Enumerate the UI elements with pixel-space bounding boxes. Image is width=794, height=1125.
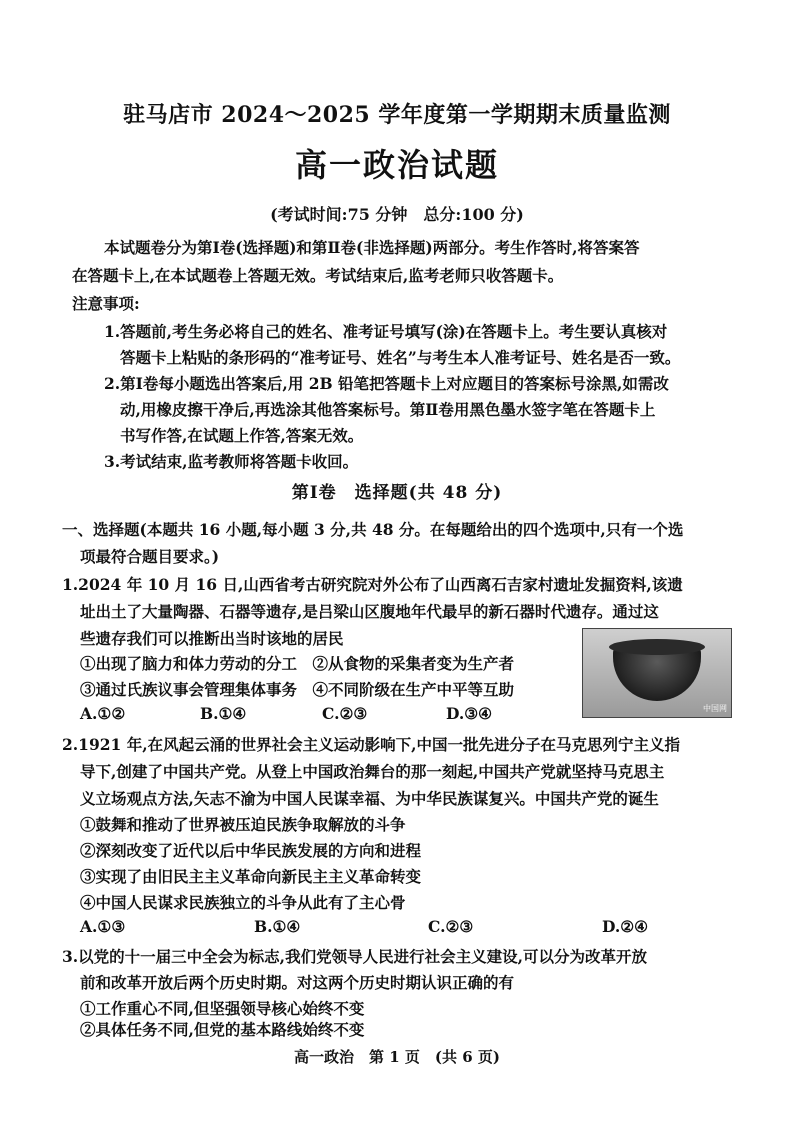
q3-stem-line: 前和改革开放后两个历史时期。对这两个历史时期认识正确的有	[80, 973, 515, 992]
note-line: 1.答题前,考生务必将自己的姓名、准考证号填写(涂)在答题卡上。考生要认真核对	[104, 322, 668, 341]
q3-item-line: ②具体任务不同,但党的基本路线始终不变	[80, 1020, 365, 1039]
q1-option-d: D.③④	[446, 704, 493, 723]
intro-line: 在答题卡上,在本试题卷上答题无效。考试结束后,监考老师只收答题卡。	[72, 266, 564, 285]
q2-stem-line: 2.1921 年,在风起云涌的世界社会主义运动影响下,中国一批先进分子在马克思列宁主义指	[62, 735, 681, 754]
note-line: 答题卡上粘贴的条形码的“准考证号、姓名”与考生本人准考证号、姓名是否一致。	[120, 348, 681, 367]
q1-item-line: ③通过氏族议事会管理集体事务 ④不同阶级在生产中平等互助	[80, 680, 515, 699]
bowl-rim	[609, 639, 705, 655]
q1-stem-line: 址出土了大量陶器、石器等遗存,是吕梁山区腹地年代最早的新石器时代遗存。通过这	[80, 602, 659, 621]
q2-stem-line: 义立场观点方法,矢志不渝为中国人民谋幸福、为中华民族谋复兴。中国共产党的诞生	[80, 789, 659, 808]
pottery-bowl-photo	[582, 628, 732, 718]
page-footer: 高一政治 第 1 页 (共 6 页)	[294, 1048, 500, 1066]
note-line: 2.第Ⅰ卷每小题选出答案后,用 2B 铅笔把答题卡上对应题目的答案标号涂黑,如需改	[104, 374, 669, 393]
q2-item-line: ③实现了由旧民主主义革命向新民主主义革命转变	[80, 867, 422, 886]
q1-option-b: B.①④	[200, 704, 247, 723]
q2-item-line: ②深刻改变了近代以后中华民族发展的方向和进程	[80, 841, 422, 860]
section-title: 第Ⅰ卷 选择题(共 48 分)	[291, 483, 503, 503]
instruction-line: 项最符合题目要求。)	[80, 547, 220, 566]
note-line: 3.考试结束,监考教师将答题卡收回。	[104, 452, 359, 471]
q3-item-line: ①工作重心不同,但坚强领导核心始终不变	[80, 999, 365, 1018]
q1-stem-line: 1.2024 年 10 月 16 日,山西省考古研究院对外公布了山西离石吉家村遗址发掘资料,该遗	[62, 575, 683, 594]
exam-meta: (考试时间:75 分钟 总分:100 分)	[270, 205, 524, 224]
exam-title: 驻马店市 2024～2025 学年度第一学期期末质量监测	[123, 102, 671, 128]
q2-option-d: D.②④	[602, 917, 649, 936]
intro-line: 本试题卷分为第Ⅰ卷(选择题)和第Ⅱ卷(非选择题)两部分。考生作答时,将答案答	[104, 238, 640, 257]
photo-watermark: 中国网	[703, 704, 727, 713]
q1-option-a: A.①②	[80, 704, 126, 723]
q3-stem-line: 3.以党的十一届三中全会为标志,我们党领导人民进行社会主义建设,可以分为改革开放	[62, 947, 647, 966]
q1-option-c: C.②③	[322, 704, 368, 723]
q2-item-line: ④中国人民谋求民族独立的斗争从此有了主心骨	[80, 893, 406, 912]
note-line: 动,用橡皮擦干净后,再选涂其他答案标号。第Ⅱ卷用黑色墨水签字笔在答题卡上	[120, 400, 656, 419]
q2-option-c: C.②③	[428, 917, 474, 936]
instruction-line: 一、选择题(本题共 16 小题,每小题 3 分,共 48 分。在每题给出的四个选项中,只有一个选	[62, 520, 684, 539]
q2-option-b: B.①④	[254, 917, 301, 936]
q2-item-line: ①鼓舞和推动了世界被压迫民族争取解放的斗争	[80, 815, 406, 834]
q1-stem-line: 些遗存我们可以推断出当时该地的居民	[80, 629, 344, 648]
notes-heading: 注意事项:	[72, 294, 140, 313]
q1-item-line: ①出现了脑力和体力劳动的分工 ②从食物的采集者变为生产者	[80, 654, 515, 673]
q2-stem-line: 导下,创建了中国共产党。从登上中国政治舞台的那一刻起,中国共产党就坚持马克思主	[80, 762, 665, 781]
q2-option-a: A.①③	[80, 917, 126, 936]
subject-title: 高一政治试题	[294, 146, 499, 184]
note-line: 书写作答,在试题上作答,答案无效。	[120, 426, 364, 445]
